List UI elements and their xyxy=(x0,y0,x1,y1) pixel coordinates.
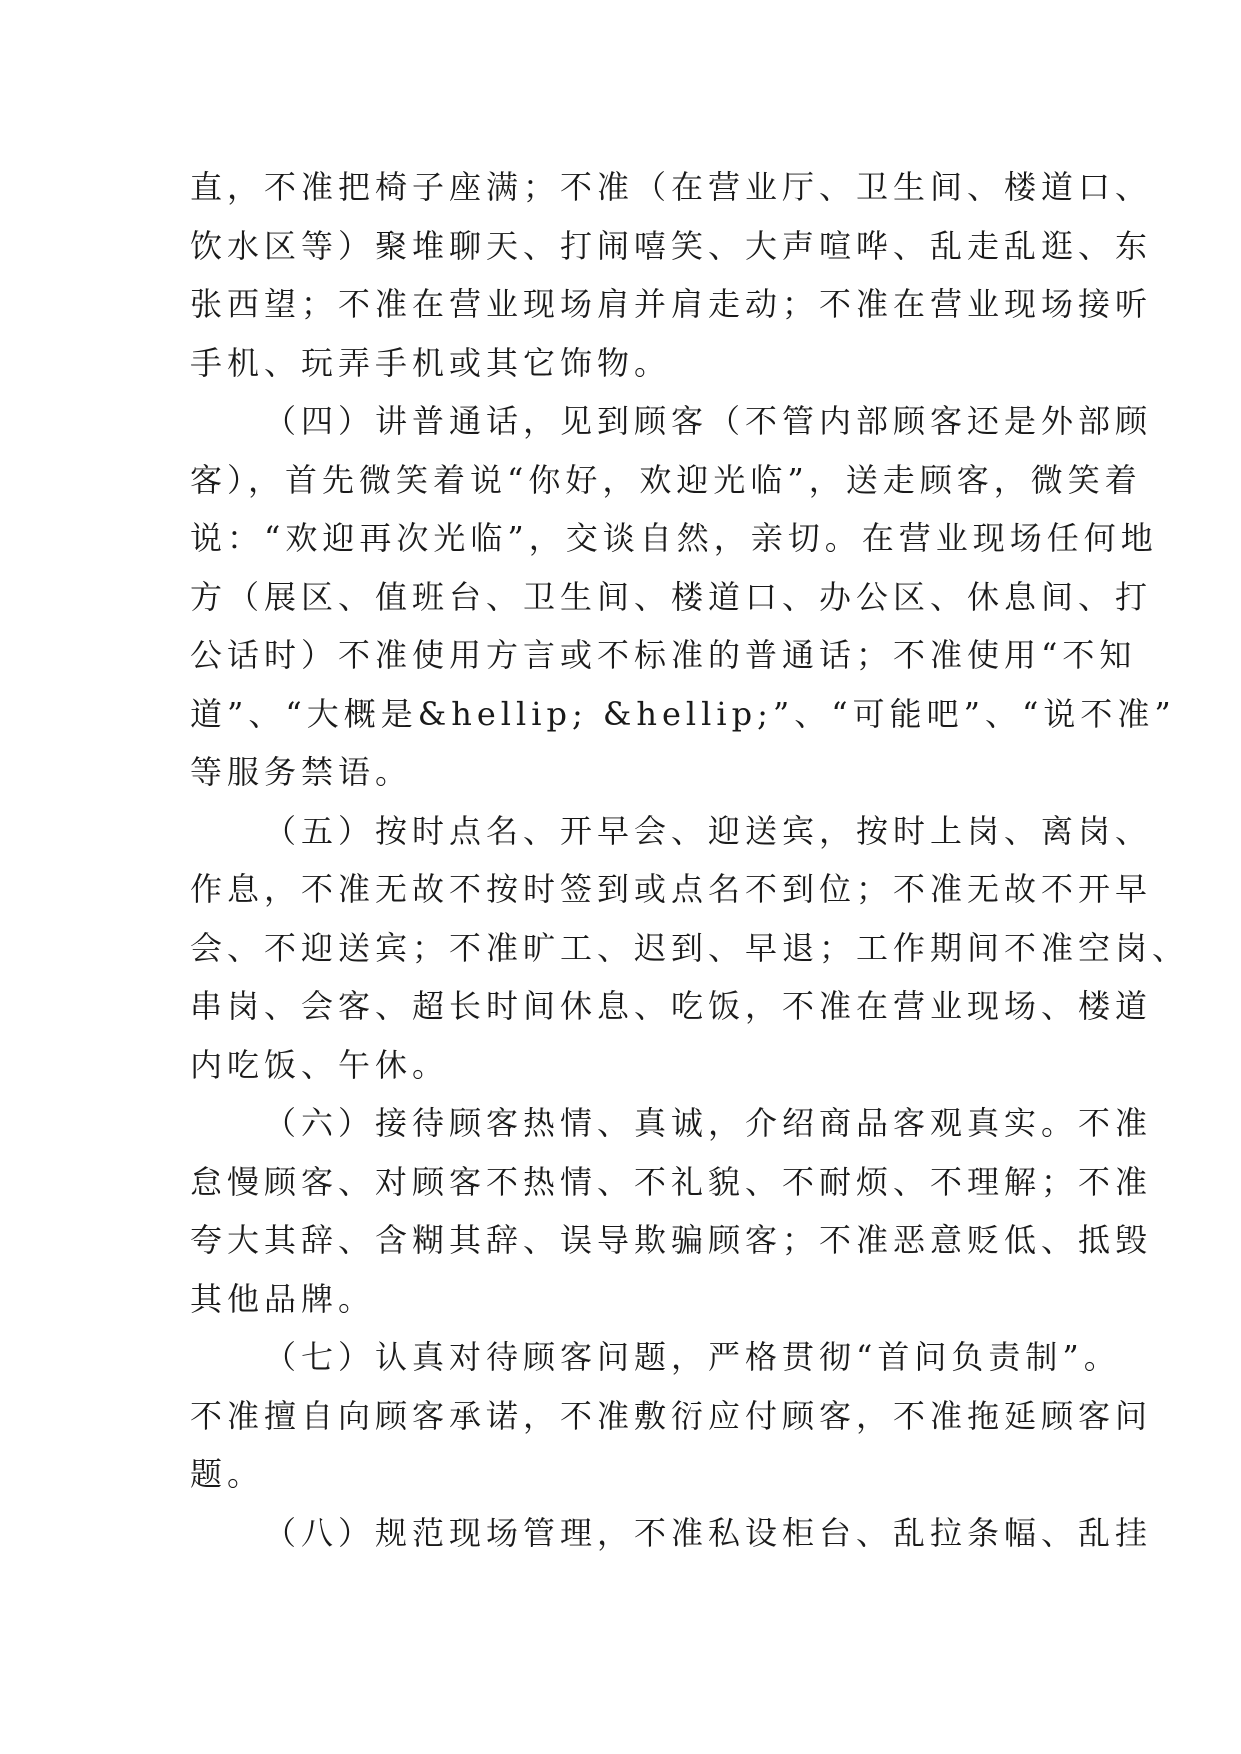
text-line: 直，不准把椅子座满；不准（在营业厅、卫生间、楼道口、 xyxy=(190,168,1153,206)
text-line: 内吃饭、午休。 xyxy=(190,1045,450,1084)
text-line: 公话时）不准使用方言或不标准的普通话；不准使用“不知 xyxy=(190,636,1137,674)
text-line: 道”、“大概是&hellip; &hellip;”、“可能吧”、“说不准” xyxy=(190,694,1176,733)
text-line: 饮水区等）聚堆聊天、打闹嘻笑、大声喧哗、乱走乱逛、东 xyxy=(190,226,1153,265)
text-line: 手机、玩弄手机或其它饰物。 xyxy=(190,343,672,382)
text-line: 张西望；不准在营业现场肩并肩走动；不准在营业现场接听 xyxy=(190,285,1153,323)
text-line: 说：“欢迎再次光临”，交谈自然，亲切。在营业现场任何地 xyxy=(190,519,1158,557)
text-line: 会、不迎送宾；不准旷工、迟到、早退；工作期间不准空岗、 xyxy=(190,928,1190,967)
paragraph-first-line: （四）讲普通话，见到顾客（不管内部顾客还是外部顾 xyxy=(264,402,1153,440)
text-line: 作息，不准无故不按时签到或点名不到位；不准无故不开早 xyxy=(190,870,1153,908)
text-line: 夸大其辞、含糊其辞、误导欺骗顾客；不准恶意贬低、抵毁 xyxy=(190,1221,1153,1259)
text-line: 怠慢顾客、对顾客不热情、不礼貌、不耐烦、不理解；不准 xyxy=(190,1162,1153,1201)
paragraph-first-line: （八）规范现场管理，不准私设柜台、乱拉条幅、乱挂 xyxy=(264,1513,1153,1552)
text-line: 其他品牌。 xyxy=(190,1279,376,1318)
text-line: 串岗、会客、超长时间休息、吃饭，不准在营业现场、楼道 xyxy=(190,987,1153,1025)
paragraph-first-line: （六）接待顾客热情、真诚，介绍商品客观真实。不准 xyxy=(264,1104,1153,1142)
text-line: 等服务禁语。 xyxy=(190,753,413,791)
text-line: 不准擅自向顾客承诺，不准敷衍应付顾客，不准拖延顾客问 xyxy=(190,1396,1153,1435)
body-text xyxy=(190,158,1190,1562)
text-line: 客），首先微笑着说“你好，欢迎光临”，送走顾客，微笑着 xyxy=(190,460,1142,499)
text-line: 题。 xyxy=(190,1455,265,1493)
paragraph-first-line: （五）按时点名、开早会、迎送宾，按时上岗、离岗、 xyxy=(264,811,1153,850)
paragraph-first-line: （七）认真对待顾客问题，严格贯彻“首问负责制”。 xyxy=(264,1338,1121,1376)
text-line: 方（展区、值班台、卫生间、楼道口、办公区、休息间、打 xyxy=(190,577,1153,616)
